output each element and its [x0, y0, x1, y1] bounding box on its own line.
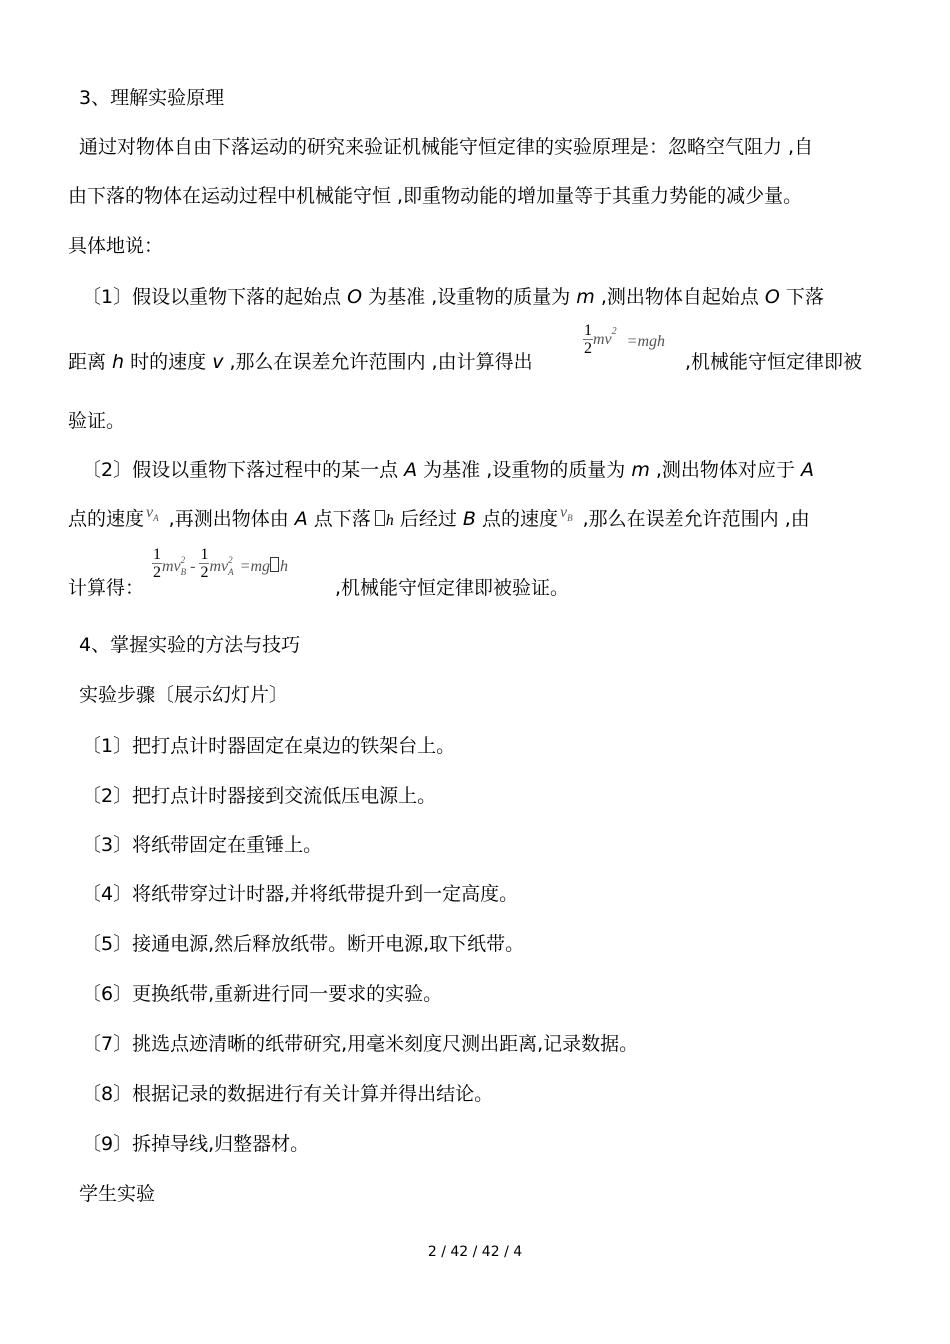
case2-text-a3: ,测出物体对应于	[649, 459, 801, 481]
case2-line-1	[68, 458, 881, 482]
step-item: 〔9〕拆掉导线,归整器材。	[82, 1133, 310, 1155]
case2-text-b2: ,再测出物体由	[162, 508, 295, 530]
var-v: v	[212, 351, 224, 373]
fraction-half: $\frac{1}{2}$	[153, 546, 161, 581]
step-item: 〔6〕更换纸带,重新进行同一要求的实验。	[82, 983, 443, 1005]
case2-text-b4: 后经过	[393, 508, 463, 530]
step-item: 〔3〕将纸带固定在重锤上。	[82, 834, 323, 856]
case2-text-a1: 〔2〕假设以重物下落过程中的某一点	[82, 459, 405, 481]
case2-text-c2: ,机械能守恒定律即被验证。	[335, 577, 570, 599]
formula-minus: -	[190, 558, 196, 575]
var-a: A	[800, 459, 814, 481]
step-item: 〔1〕把打点计时器固定在桌边的铁架台上。	[82, 735, 456, 757]
delta-glyph-box	[375, 510, 385, 526]
var-h: h	[112, 351, 125, 373]
steps-title: 实验步骤〔展示幻灯片〕	[79, 684, 289, 706]
var-a: A	[404, 459, 418, 481]
formula-rhs: =mgh	[626, 333, 666, 350]
case1-text-b2: 时的速度	[124, 351, 213, 373]
case2-text-b5: 点的速度	[475, 508, 558, 530]
case1-line-1	[68, 285, 881, 309]
var-b: B	[462, 508, 476, 530]
formula-mva: mv 2 A	[209, 555, 234, 577]
fraction-half: $\frac{1}{2}$	[200, 546, 209, 581]
velocity-a-symbol: vA	[146, 504, 159, 523]
student-experiment-title: 学生实验	[79, 1183, 156, 1205]
principle-line-2: 由下落的物体在运动过程中机械能守恒 ,即重物动能的增加量等于其重力势能的减少量。	[68, 185, 803, 207]
step-item: 〔5〕接通电源,然后释放纸带。断开电源,取下纸带。	[82, 933, 525, 955]
velocity-b-symbol: vB	[559, 504, 573, 523]
step-item: 〔4〕将纸带穿过计时器,并将纸带提升到一定高度。	[82, 883, 519, 905]
case2-line-2	[68, 504, 881, 538]
step-item: 〔2〕把打点计时器接到交流低压电源上。	[82, 785, 437, 807]
fraction-half: $\frac{1}{2}$	[584, 322, 592, 357]
formula-mv: mv	[593, 331, 612, 348]
principle-line-1: 通过对物体自由下落运动的研究来验证机械能守恒定律的实验原理是：忽略空气阻力 ,自	[79, 136, 814, 158]
case2-text-b6: ,那么在误差允许范围内 ,由	[576, 508, 810, 530]
case2-text-a2: 为基准 ,设重物的质量为	[417, 459, 632, 481]
case1-text-b3: ,那么在误差允许范围内 ,由计算得出	[223, 351, 533, 373]
step-item: 〔7〕挑选点迹清晰的纸带研究,用毫米刻度尺测出距离,记录数据。	[82, 1033, 639, 1055]
var-a: A	[294, 508, 308, 530]
case1-text-b1: 距离	[68, 351, 113, 373]
principle-line-3: 具体地说：	[68, 235, 164, 257]
delta-h-symbol: h	[375, 508, 394, 530]
var-o: O	[347, 286, 363, 308]
formula-square: 2	[611, 326, 617, 337]
case1-text-a1: 〔1〕假设以重物下落的起始点	[82, 286, 348, 308]
case2-text-b3: 点下落	[307, 508, 371, 530]
var-m: m	[631, 459, 650, 481]
formula-kinetic-energy	[583, 322, 665, 372]
case1-text-a4: 下落	[779, 286, 824, 308]
page-number: 2 / 42 / 42 / 4	[427, 1244, 523, 1260]
case2-line-3-label: 计算得：	[68, 577, 145, 599]
case1-text-a2: 为基准 ,设重物的质量为	[362, 286, 577, 308]
case1-text-b4: ,机械能守恒定律即被	[685, 351, 863, 373]
formula-mvb: mv 2 B	[162, 555, 187, 577]
delta-glyph-box	[270, 557, 279, 572]
case1-text-a3: ,测出物体自起始点	[594, 286, 765, 308]
section-3-heading: 3、理解实验原理	[79, 87, 225, 109]
var-m: m	[576, 286, 595, 308]
step-item: 〔8〕根据记录的数据进行有关计算并得出结论。	[82, 1083, 494, 1105]
section-4-heading: 4、掌握实验的方法与技巧	[79, 634, 301, 656]
case2-text-b1: 点的速度	[68, 508, 145, 530]
formula-energy-conservation	[152, 546, 288, 596]
case1-line-3: 验证。	[68, 410, 126, 432]
formula-rhs: =mg h	[239, 558, 288, 575]
case1-line-2	[68, 350, 533, 374]
var-o: O	[764, 286, 780, 308]
